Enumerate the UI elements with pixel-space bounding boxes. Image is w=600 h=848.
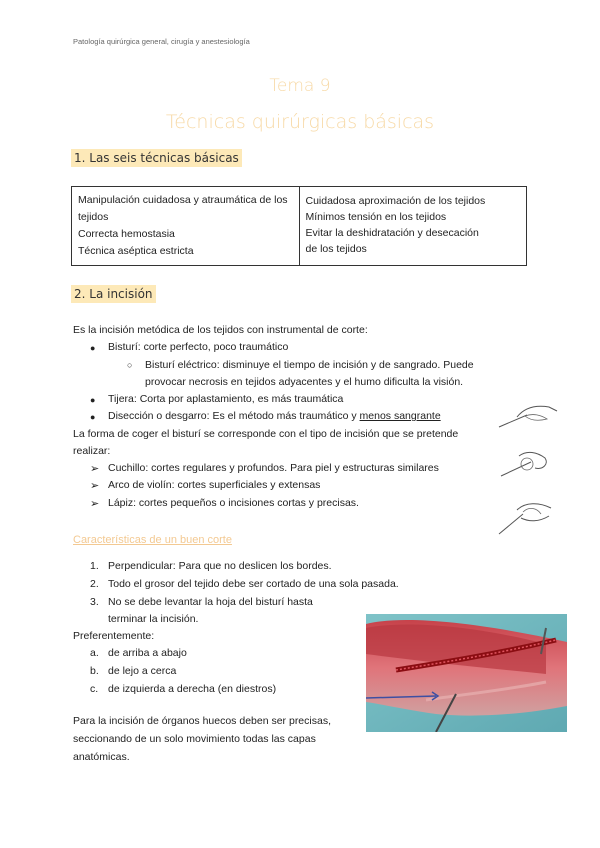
list-item: provocar necrosis en tejidos adyacentes y el humo dificulta la visión. <box>145 376 464 388</box>
list-item-text: Disección o desgarro: Es el método más traumático y <box>108 410 360 422</box>
bullet-icon: ● <box>90 343 96 353</box>
table-cell-left <box>72 187 300 266</box>
list-number: 3. <box>90 596 99 608</box>
list-item <box>108 408 441 425</box>
table-text: Cuidadosa aproximación de los tejidos <box>305 195 486 207</box>
section-heading-techniques: 1. Las seis técnicas básicas <box>71 149 242 167</box>
list-item: Bisturí eléctrico: disminuye el tiempo de incisión y de sangrado. Puede <box>145 359 474 371</box>
circle-bullet-icon: ○ <box>127 360 133 370</box>
grip-text: realizar: <box>73 445 111 457</box>
list-letter: a. <box>90 647 99 659</box>
list-item: Lápiz: cortes pequeños o incisiones cortas y precisas. <box>108 497 359 509</box>
list-item: Cuchillo: cortes regulares y profundos. Para piel y estructuras similares <box>108 462 439 474</box>
preferably-label: Preferentemente: <box>73 630 155 642</box>
grip-text: La forma de coger el bisturí se corresponde con el tipo de incisión que se pretende <box>73 428 459 440</box>
pencil-grip-sketch <box>497 500 555 536</box>
arrow-bullet-icon: ➢ <box>90 480 100 492</box>
table-text: tejidos <box>78 211 109 223</box>
intro-text: Es la incisión metódica de los tejidos con instrumental de corte: <box>73 324 368 336</box>
list-number: 2. <box>90 578 99 590</box>
hollow-organs-text: Para la incisión de órganos huecos deben ser precisas, <box>73 715 331 727</box>
topic-subtitle: Técnicas quirúrgicas básicas <box>165 111 435 133</box>
list-item: No se debe levantar la hoja del bisturí hasta <box>108 596 313 608</box>
bullet-icon: ● <box>90 395 96 405</box>
page-header: Patología quirúrgica general, cirugía y anestesiología <box>73 37 250 46</box>
list-item: de lejo a cerca <box>108 665 177 677</box>
arrow-bullet-icon: ➢ <box>90 463 100 475</box>
table-text: Evitar la deshidratación y desecación <box>305 227 479 239</box>
list-letter: b. <box>90 665 99 677</box>
list-item: Todo el grosor del tejido debe ser cortado de una sola pasada. <box>108 578 399 590</box>
table-text: Manipulación cuidadosa y atraumática de los <box>78 194 288 206</box>
arrow-bullet-icon: ➢ <box>90 498 100 510</box>
table-text: Correcta hemostasia <box>78 228 175 240</box>
list-item: Bisturí: corte perfecto, poco traumático <box>108 341 289 353</box>
table-cell-right <box>299 187 527 266</box>
table-text: Mínimos tensión en los tejidos <box>305 211 447 223</box>
list-item: terminar la incisión. <box>108 613 199 625</box>
list-item: de arriba a abajo <box>108 647 187 659</box>
list-item: Perpendicular: Para que no deslicen los bordes. <box>108 560 332 572</box>
list-item: de izquierda a derecha (en diestros) <box>108 683 277 695</box>
characteristics-heading: Características de un buen corte <box>73 534 232 546</box>
list-item: Tijera: Corta por aplastamiento, es más traumática <box>108 393 344 405</box>
knife-grip-sketch <box>497 401 559 431</box>
topic-title: Tema 9 <box>269 76 331 96</box>
underlined-text: menos sangrante <box>359 410 441 422</box>
table-text: Técnica aséptica estricta <box>78 245 194 257</box>
list-number: 1. <box>90 560 99 572</box>
violin-bow-grip-sketch <box>497 446 555 482</box>
hollow-organs-text: seccionando de un solo movimiento todas las capas <box>73 733 316 745</box>
surgical-incision-photo <box>366 614 567 732</box>
hollow-organs-text: anatómicas. <box>73 751 130 763</box>
bullet-icon: ● <box>90 412 96 422</box>
list-item: Arco de violín: cortes superficiales y extensas <box>108 479 321 491</box>
section-heading-incision: 2. La incisión <box>71 285 156 303</box>
table-text: de los tejidos <box>305 243 367 255</box>
techniques-table <box>71 186 527 266</box>
list-letter: c. <box>90 683 99 695</box>
